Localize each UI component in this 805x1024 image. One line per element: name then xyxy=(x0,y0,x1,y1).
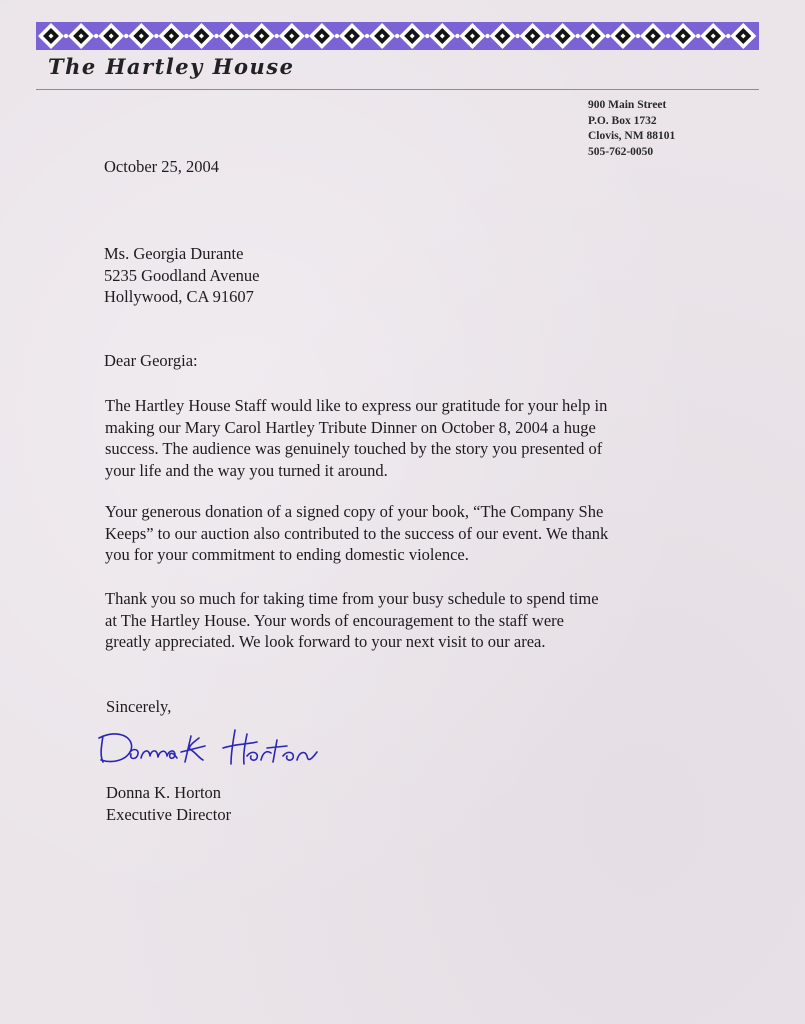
address-line: P.O. Box 1732 xyxy=(588,114,657,127)
header-divider xyxy=(36,89,759,90)
recipient-city: Hollywood, CA 91607 xyxy=(104,287,254,306)
decorative-diamond-border xyxy=(36,22,759,50)
paragraph-line: success. The audience was genuinely touched by the story you presented of xyxy=(105,439,603,459)
paragraph-line: Thank you so much for taking time from your busy schedule to spend time xyxy=(105,589,599,608)
letterhead-title: The Hartley House xyxy=(48,54,295,79)
signer-block xyxy=(106,782,231,825)
signer-name: Donna K. Horton xyxy=(106,783,222,802)
handwritten-signature xyxy=(95,722,325,774)
salutation: Dear Georgia: xyxy=(104,351,198,370)
paragraph-line: you for your commitment to ending domestic violence. xyxy=(105,545,469,565)
phone-number: 505-762-0050 xyxy=(588,145,654,158)
body-paragraph xyxy=(105,501,608,566)
recipient-name: Ms. Georgia Durante xyxy=(104,244,244,263)
sender-address xyxy=(588,98,675,160)
body-paragraph xyxy=(105,588,599,653)
paragraph-line: your life and the way you turned it around. xyxy=(105,460,388,480)
address-line: 900 Main Street xyxy=(588,99,667,111)
letter-date: October 25, 2004 xyxy=(104,157,220,176)
address-line: Clovis, NM 88101 xyxy=(588,130,676,142)
paragraph-line: greatly appreciated. We look forward to your next visit to our area. xyxy=(105,632,546,652)
closing: Sincerely, xyxy=(106,697,172,716)
signer-title: Executive Director xyxy=(106,804,232,824)
paragraph-line: making our Mary Carol Hartley Tribute Dinner on October 8, 2004 a huge xyxy=(105,417,596,437)
paragraph-line: at The Hartley House. Your words of encouragement to the staff were xyxy=(105,610,564,630)
paragraph-line: The Hartley House Staff would like to express our gratitude for your help in xyxy=(105,396,608,415)
recipient-address xyxy=(104,243,260,308)
body-paragraph xyxy=(105,395,607,481)
paragraph-line: Your generous donation of a signed copy of your book, “The Company She xyxy=(105,502,604,521)
paragraph-line: Keeps” to our auction also contributed to the success of our event. We thank xyxy=(105,523,609,543)
recipient-street: 5235 Goodland Avenue xyxy=(104,265,260,285)
